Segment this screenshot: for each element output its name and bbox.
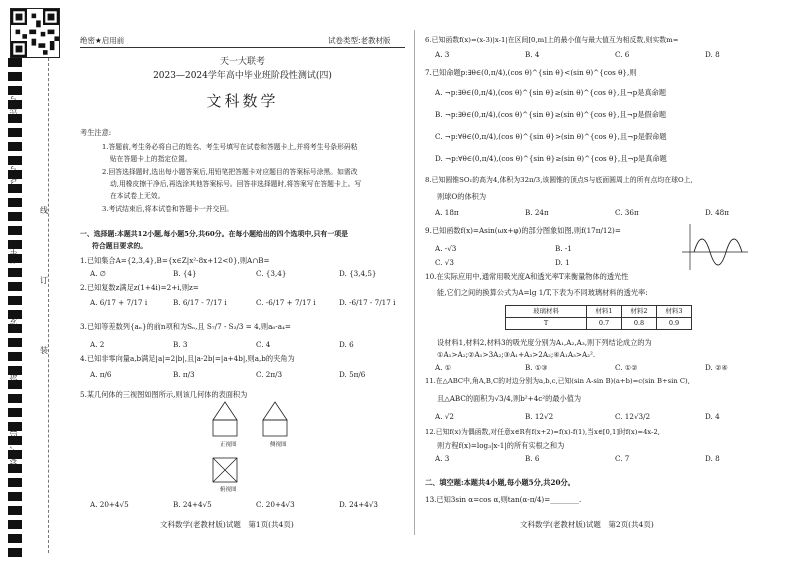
- notes-title: 考生注意:: [80, 128, 112, 137]
- q12-option-d: D. 8: [705, 454, 720, 463]
- top-view-label: 俯视图: [220, 487, 237, 493]
- field-class: 班级: [9, 370, 18, 386]
- question-3: 3.已知等差数列{aₙ}的前n项和为Sₙ,且 S₇/7 - S₃/3 = 4,则a₆-a₄=: [80, 322, 291, 331]
- front-view: [213, 402, 237, 436]
- q3-option-c: C. 4: [256, 340, 271, 349]
- q10-option-b: B. ①③: [525, 363, 548, 372]
- table-cell: T: [506, 318, 587, 330]
- q11-option-b: B. 12√2: [525, 412, 554, 421]
- question-2: 2.已知复数z满足z(1+4i)=2+i,则z=: [80, 283, 199, 292]
- q7-option-c: C. ¬p:∀θ∈(0,π/4),(cos θ)^{sin θ}>(sin θ)^{cos θ},且¬p是假命题: [435, 132, 667, 141]
- field-county: 县(市、区): [9, 430, 18, 469]
- table-cell: 0.7: [587, 318, 622, 330]
- q3-option-d: D. 6: [339, 340, 354, 349]
- q7-option-a: A. ¬p:∃θ∈(0,π/4),(cos θ)^{sin θ}≥(sin θ)^{cos θ},且¬p是真命题: [435, 88, 667, 97]
- binding-strip: [0, 0, 76, 561]
- q11-option-d: D. 4: [705, 412, 720, 421]
- question-10-cont: 能,它们之间的换算公式为A=lg 1/T,下表为不同玻璃材料的透光率:: [437, 288, 648, 297]
- question-12: 12.已知f(x)为偶函数,对任意x∈R有f(x+2)=f(x)-f(1),当x∈[0,1]时f(x)=4x-2,: [425, 428, 660, 436]
- note-line: 动,用橡皮擦干净后,再选涂其他答案标号。回答非选择题时,将答案写在答题卡上。写: [110, 180, 362, 188]
- q4-option-a: A. π/6: [90, 370, 112, 379]
- question-8: 8.已知圆锥SO₁的高为4,体积为32π/3,该圆锥的顶点S与底面圆周上的所有点均在球O上,: [425, 176, 693, 184]
- q4-option-c: C. 2π/3: [256, 370, 283, 379]
- section-one-heading: 一、选择题:本题共12小题,每小题5分,共60分。在每小题给出的四个选项中,只有一项是: [80, 230, 348, 238]
- q9-option-a: A. -√3: [435, 244, 457, 253]
- q9-option-c: C. √3: [435, 258, 454, 267]
- table-row: [506, 306, 692, 318]
- top-view: [213, 458, 237, 482]
- cut-dash-line: [48, 58, 49, 553]
- table-cell: 玻璃材料: [506, 306, 587, 318]
- front-view-label: 正视图: [220, 442, 237, 448]
- question-7: 7.已知命题p:∃θ∈(0,π/4),(cos θ)^{sin θ}<(sin θ)^{cos θ},则: [425, 68, 637, 77]
- field-room: 考场号: [9, 166, 18, 190]
- question-12-cont: 则方程f(x)=log₃|x-1|的所有实根之和为: [437, 441, 565, 450]
- q1-option-d: D. {3,4,5}: [339, 269, 377, 278]
- q10-option-d: D. ②④: [705, 363, 728, 372]
- page-two: [425, 0, 785, 561]
- q12-option-a: A. 3: [435, 454, 450, 463]
- question-9: 9.已知函数f(x)=Asin(ωx+φ)的部分图象如图,则f(17π/12)=: [425, 226, 621, 235]
- cut-label-pack: 装: [40, 346, 48, 355]
- section-two-heading: 二、填空题:本题共4小题,每小题5分,共20分。: [425, 478, 575, 487]
- question-11-cont: 且△ABC的面积为√3/4,则b²+4c²的最小值为: [437, 394, 582, 403]
- exam-series: 天一大联考: [219, 57, 265, 67]
- barcode-stripes: [8, 58, 22, 558]
- note-line: 在本试卷上无效。: [110, 192, 165, 200]
- table-cell: 0.9: [657, 318, 692, 330]
- table-cell: 材料2: [622, 306, 657, 318]
- page-two-footer: 文科数学(老教材版)试题 第2页(共4页): [520, 520, 654, 529]
- q2-option-d: D. -6/17 - 7/17 i: [339, 298, 396, 307]
- q11-option-a: A. √2: [435, 412, 454, 421]
- note-line: 2.回答选择题时,选出每小题答案后,用铅笔把答题卡对应题目的答案标号涂黑。如需改: [102, 168, 358, 176]
- question-6: 6.已知函数f(x)=(x-3)|x-1|在区间[0,m]上的最小值与最大值互为相反数,则实数m=: [425, 36, 679, 44]
- q5-option-a: A. 20+4√5: [90, 500, 129, 509]
- q6-option-b: B. 4: [525, 50, 540, 59]
- exam-title: 2023—2024学年高中毕业班阶段性测试(四): [153, 71, 332, 81]
- q6-option-d: D. 8: [705, 50, 720, 59]
- question-8-cont: 则球O的体积为: [437, 192, 487, 201]
- note-line: 贴在答题卡上的指定位置。: [110, 155, 192, 163]
- question-5: 5.某几何体的三视图如图所示,则该几何体的表面积为: [80, 390, 248, 399]
- table-cell: 材料1: [587, 306, 622, 318]
- q8-option-c: C. 36π: [615, 208, 639, 217]
- q9-option-d: D. 1: [555, 258, 570, 267]
- q8-option-d: D. 48π: [705, 208, 729, 217]
- cut-label-bind: 订: [40, 276, 48, 285]
- q3-option-b: B. 3: [173, 340, 188, 349]
- field-name: 姓名: [9, 315, 18, 331]
- q10-option-a: A. ①: [435, 363, 452, 372]
- table-cell: 材料3: [657, 306, 692, 318]
- question-10-statement: 设材料1,材料2,材料3的吸光度分别为A₁,A₂,A₃,则下列结论成立的为: [437, 338, 652, 347]
- q4-option-b: B. π/3: [173, 370, 195, 379]
- q2-option-a: A. 6/17 + 7/17 i: [90, 298, 148, 307]
- q6-option-c: C. 6: [615, 50, 630, 59]
- table-row: [506, 318, 692, 330]
- q7-option-d: D. ¬p:∀θ∈(0,π/4),(cos θ)^{sin θ}≥(sin θ)^{cos θ},且¬p是真命题: [435, 154, 667, 163]
- q8-option-a: A. 18π: [435, 208, 459, 217]
- q4-option-d: D. 5π/6: [339, 370, 366, 379]
- q5-option-c: C. 20+4√3: [256, 500, 295, 509]
- q8-option-b: B. 24π: [525, 208, 549, 217]
- q5-option-d: D. 24+4√3: [339, 500, 378, 509]
- qr-code: [10, 8, 60, 58]
- cut-label-line: 线: [40, 206, 48, 215]
- paper-type: 试卷类型:老教材版: [328, 36, 391, 45]
- question-1: 1.已知集合A={2,3,4},B={x∈Z|x²-8x+12<0},则A∩B=: [80, 256, 270, 265]
- q7-option-b: B. ¬p:∃θ∈(0,π/4),(cos θ)^{sin θ}≥(sin θ)^{cos θ},且¬p是假命题: [435, 110, 667, 119]
- question-4: 4.已知非零向量a,b满足|a|=2|b|,且|a-2b|=|a+4b|,则a,b的夹角为: [80, 354, 295, 363]
- question-11: 11.在△ABC中,角A,B,C的对边分别为a,b,c,已知(sin A-sin B)(a+b)=c(sin B+sin C),: [425, 377, 690, 385]
- q12-option-b: B. 6: [525, 454, 540, 463]
- q12-option-c: C. 7: [615, 454, 630, 463]
- question-10: 10.在实际应用中,通常用吸光度A和透光率T来衡量物体的透光性: [425, 272, 629, 281]
- side-view-label: 侧视图: [270, 442, 287, 448]
- q1-option-a: A. ∅: [90, 269, 107, 278]
- side-view: [263, 402, 287, 436]
- page-one: [80, 0, 405, 561]
- note-line: 3.考试结束后,将本试卷和答题卡一并交回。: [102, 205, 233, 213]
- q5-option-b: B. 24+4√5: [173, 500, 212, 509]
- page-divider: [414, 30, 415, 535]
- field-seat: 座位号: [9, 96, 18, 120]
- q2-option-c: C. -6/17 + 7/17 i: [256, 298, 316, 307]
- q3-option-a: A. 2: [90, 340, 105, 349]
- field-examinee: 考生号: [9, 240, 18, 264]
- q2-option-b: B. 6/17 - 7/17 i: [173, 298, 227, 307]
- question-13: 13.已知3sin α=cos α,则tan(α-π/4)=________.: [425, 495, 582, 504]
- subject-title: 文科数学: [206, 92, 279, 110]
- table-cell: 0.8: [622, 318, 657, 330]
- qr-code-icon: [11, 9, 59, 57]
- transmittance-table: [505, 305, 692, 330]
- q9-option-b: B. -1: [555, 244, 572, 253]
- page-one-footer: 文科数学(老教材版)试题 第1页(共4页): [160, 520, 294, 529]
- note-line: 1.答题前,考生务必将自己的姓名、考生号填写在试卷和答题卡上,并将考生号条形码粘: [102, 143, 358, 151]
- secret-label: 绝密★启用前: [80, 36, 125, 45]
- section-one-heading-cont: 符合题目要求的。: [92, 242, 148, 250]
- q6-option-a: A. 3: [435, 50, 450, 59]
- q10-option-c: C. ①②: [615, 363, 638, 372]
- q11-option-c: C. 12√3/2: [615, 412, 651, 421]
- q1-option-c: C. {3,4}: [256, 269, 287, 278]
- question-10-items: ①A₁>A₂;②A₁>3A₂;③A₁+A₃>2A₂;④A₁A₃>A₂².: [437, 350, 596, 359]
- header-rule: [80, 47, 405, 48]
- q1-option-b: B. {4}: [173, 269, 197, 278]
- sine-graph: [680, 222, 750, 272]
